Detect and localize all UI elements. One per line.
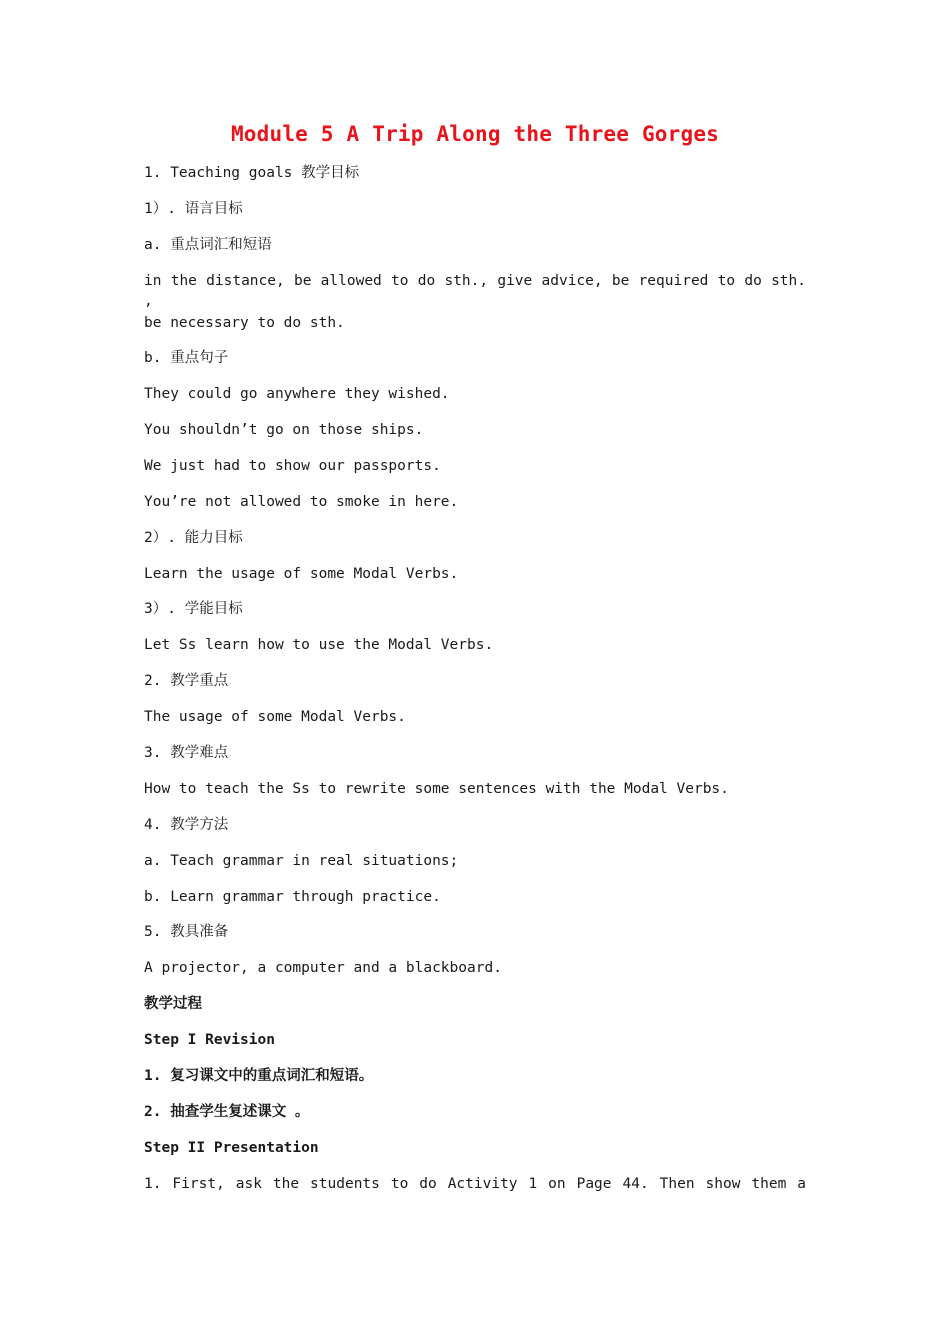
step-1-heading: Step I Revision — [144, 1032, 275, 1048]
sentence-line: You shouldn’t go on those ships. — [144, 422, 424, 438]
learning-goal-text: Let Ss learn how to use the Modal Verbs. — [144, 637, 494, 653]
item-key-vocabulary: a. 重点词汇和短语 — [144, 237, 272, 253]
subsection-learning-goals: 3）. 学能目标 — [144, 601, 243, 617]
heading-teaching-process: 教学过程 — [144, 996, 202, 1012]
sentence-line: They could go anywhere they wished. — [144, 386, 450, 402]
subsection-language-goals: 1）. 语言目标 — [144, 201, 243, 217]
ability-goal-text: Learn the usage of some Modal Verbs. — [144, 566, 459, 582]
step-1-item-1: 1. 复习课文中的重点词汇和短语。 — [144, 1068, 374, 1084]
teaching-aids-text: A projector, a computer and a blackboard. — [144, 960, 502, 976]
step-2-item-1: 1. First, ask the students to do Activity 1 on Page 44. Then show them a — [144, 1176, 806, 1192]
item-key-sentences: b. 重点句子 — [144, 350, 229, 366]
section-teaching-goals: 1. Teaching goals 教学目标 — [144, 165, 360, 181]
teaching-difficulty-text: How to teach the Ss to rewrite some sentences with the Modal Verbs. — [144, 781, 729, 797]
vocabulary-line-2: be necessary to do sth. — [144, 315, 345, 331]
subsection-ability-goals: 2）. 能力目标 — [144, 530, 243, 546]
sentence-line: You’re not allowed to smoke in here. — [144, 494, 459, 510]
method-line: b. Learn grammar through practice. — [144, 889, 441, 905]
section-teaching-difficulty: 3. 教学难点 — [144, 745, 229, 761]
section-teaching-aids: 5. 教具准备 — [144, 924, 229, 940]
step-2-heading: Step II Presentation — [144, 1140, 319, 1156]
document-title: Module 5 A Trip Along the Three Gorges — [230, 122, 720, 146]
step-1-item-2: 2. 抽查学生复述课文 。 — [144, 1104, 310, 1120]
section-teaching-focus: 2. 教学重点 — [144, 673, 229, 689]
teaching-focus-text: The usage of some Modal Verbs. — [144, 709, 406, 725]
vocabulary-line-1: in the distance, be allowed to do sth., give advice, be required to do sth. , — [144, 273, 806, 309]
method-line: a. Teach grammar in real situations; — [144, 853, 459, 869]
sentence-line: We just had to show our passports. — [144, 458, 441, 474]
section-teaching-methods: 4. 教学方法 — [144, 817, 229, 833]
